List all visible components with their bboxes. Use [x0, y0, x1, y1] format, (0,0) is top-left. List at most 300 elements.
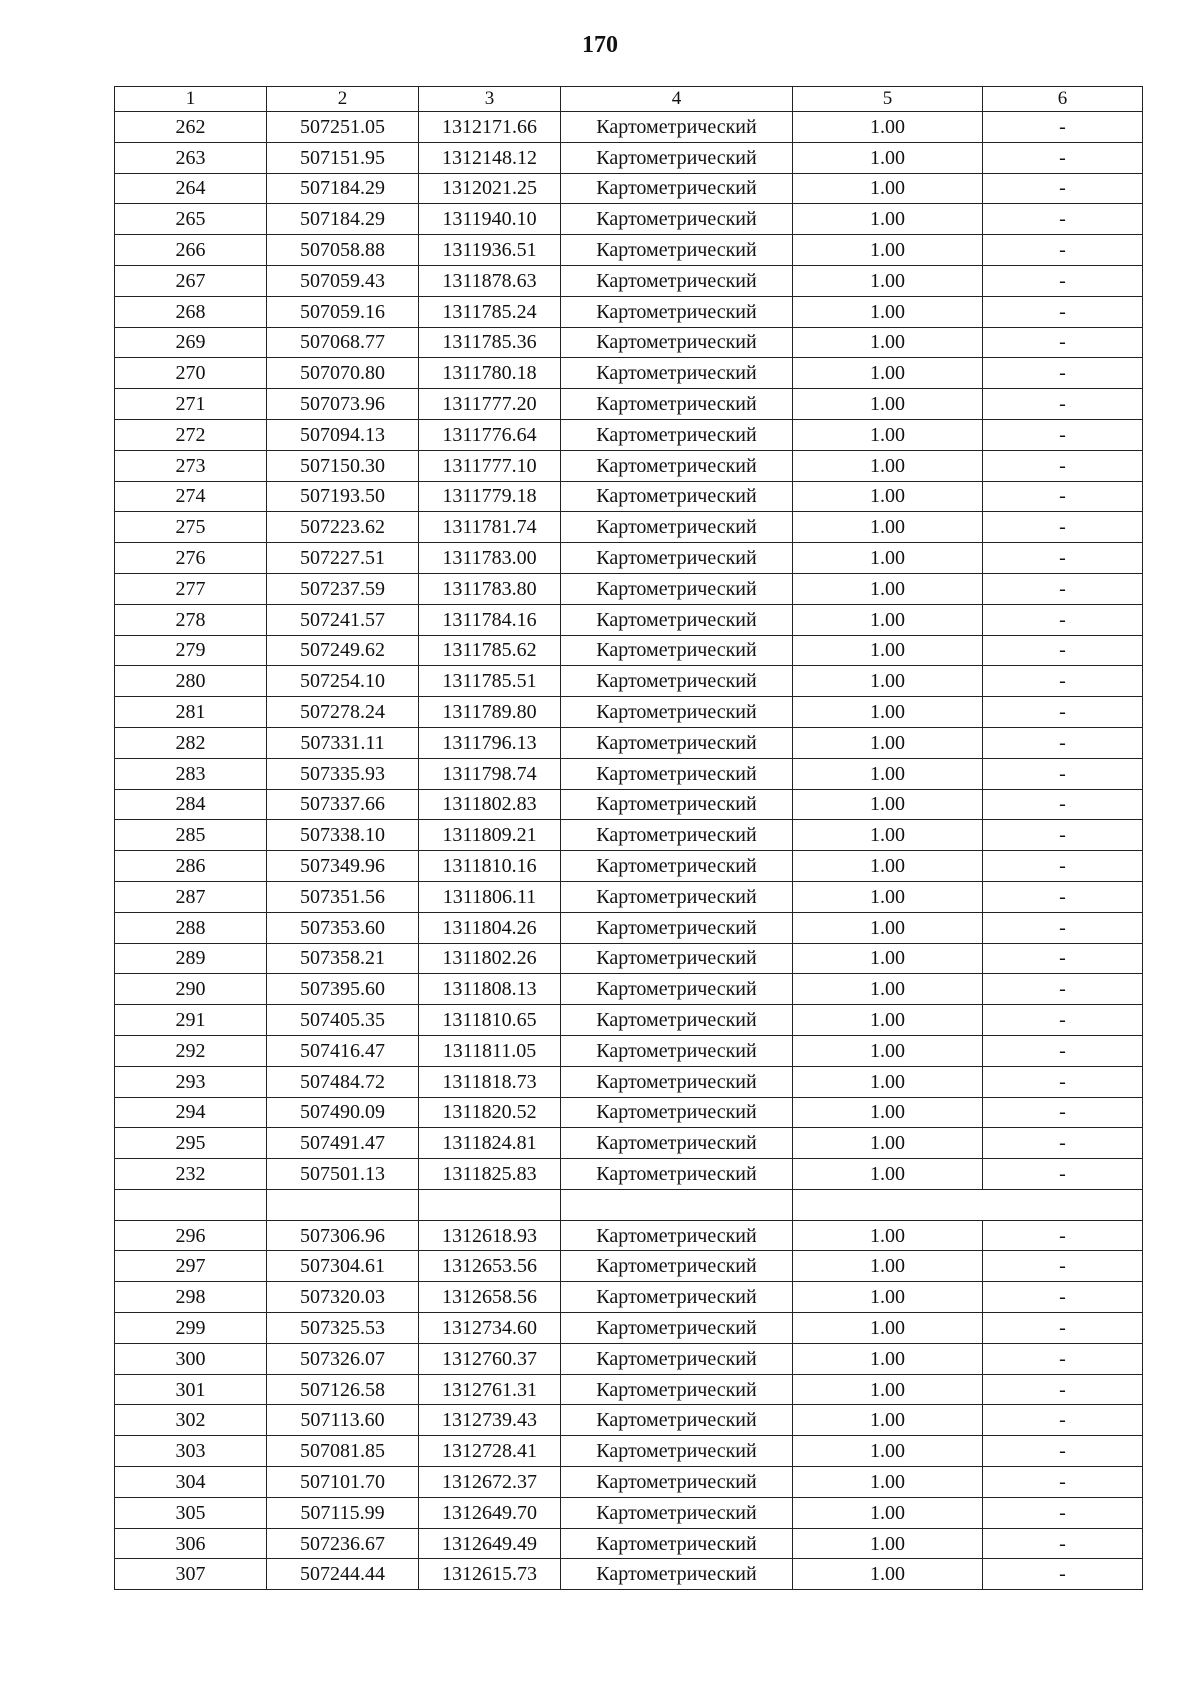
- method-cell: Картометрический: [561, 1436, 793, 1467]
- accuracy-cell: 1.00: [793, 573, 983, 604]
- y-coordinate-cell: 1311811.05: [419, 1035, 561, 1066]
- table-row: [115, 974, 1143, 1005]
- point-number-cell: 232: [115, 1159, 267, 1190]
- y-coordinate-cell: 1311818.73: [419, 1066, 561, 1097]
- y-coordinate-cell: 1312734.60: [419, 1313, 561, 1344]
- accuracy-cell: 1.00: [793, 142, 983, 173]
- table-row: [115, 450, 1143, 481]
- accuracy-cell: 1.00: [793, 758, 983, 789]
- point-number-cell: 262: [115, 112, 267, 143]
- table-row: [115, 697, 1143, 728]
- table-row: [115, 265, 1143, 296]
- note-cell: -: [983, 1405, 1143, 1436]
- point-number-cell: 275: [115, 512, 267, 543]
- accuracy-cell: 1.00: [793, 1066, 983, 1097]
- x-coordinate-cell: 507073.96: [267, 389, 419, 420]
- table-row: [115, 358, 1143, 389]
- x-coordinate-cell: 507101.70: [267, 1467, 419, 1498]
- table-row: [115, 1005, 1143, 1036]
- method-cell: Картометрический: [561, 1467, 793, 1498]
- separator-cell: [793, 1189, 1143, 1220]
- x-coordinate-cell: 507349.96: [267, 851, 419, 882]
- note-cell: -: [983, 573, 1143, 604]
- y-coordinate-cell: 1311785.24: [419, 296, 561, 327]
- table-row: [115, 820, 1143, 851]
- table-row: [115, 1343, 1143, 1374]
- table-row: [115, 1467, 1143, 1498]
- accuracy-cell: 1.00: [793, 1343, 983, 1374]
- method-cell: Картометрический: [561, 1251, 793, 1282]
- column-header-5: 5: [793, 87, 983, 112]
- table-row: [115, 573, 1143, 604]
- method-cell: Картометрический: [561, 265, 793, 296]
- accuracy-cell: 1.00: [793, 697, 983, 728]
- separator-cell: [267, 1189, 419, 1220]
- table-row: [115, 112, 1143, 143]
- point-number-cell: 300: [115, 1343, 267, 1374]
- table-row: [115, 1251, 1143, 1282]
- method-cell: Картометрический: [561, 1343, 793, 1374]
- point-number-cell: 269: [115, 327, 267, 358]
- y-coordinate-cell: 1312148.12: [419, 142, 561, 173]
- table-row: [115, 789, 1143, 820]
- accuracy-cell: 1.00: [793, 820, 983, 851]
- accuracy-cell: 1.00: [793, 1251, 983, 1282]
- y-coordinate-cell: 1311810.16: [419, 851, 561, 882]
- table-row: [115, 1313, 1143, 1344]
- method-cell: Картометрический: [561, 327, 793, 358]
- x-coordinate-cell: 507059.43: [267, 265, 419, 296]
- method-cell: Картометрический: [561, 851, 793, 882]
- method-cell: Картометрический: [561, 635, 793, 666]
- y-coordinate-cell: 1311796.13: [419, 727, 561, 758]
- note-cell: -: [983, 912, 1143, 943]
- table-row: [115, 142, 1143, 173]
- accuracy-cell: 1.00: [793, 173, 983, 204]
- y-coordinate-cell: 1311936.51: [419, 235, 561, 266]
- method-cell: Картометрический: [561, 389, 793, 420]
- accuracy-cell: 1.00: [793, 1559, 983, 1590]
- note-cell: -: [983, 1035, 1143, 1066]
- note-cell: -: [983, 635, 1143, 666]
- point-number-cell: 272: [115, 419, 267, 450]
- x-coordinate-cell: 507337.66: [267, 789, 419, 820]
- x-coordinate-cell: 507094.13: [267, 419, 419, 450]
- method-cell: Картометрический: [561, 1282, 793, 1313]
- y-coordinate-cell: 1311825.83: [419, 1159, 561, 1190]
- method-cell: Картометрический: [561, 1497, 793, 1528]
- y-coordinate-cell: 1311785.62: [419, 635, 561, 666]
- method-cell: Картометрический: [561, 1405, 793, 1436]
- method-cell: Картометрический: [561, 173, 793, 204]
- note-cell: -: [983, 789, 1143, 820]
- point-number-cell: 277: [115, 573, 267, 604]
- accuracy-cell: 1.00: [793, 235, 983, 266]
- accuracy-cell: 1.00: [793, 604, 983, 635]
- point-number-cell: 291: [115, 1005, 267, 1036]
- method-cell: Картометрический: [561, 912, 793, 943]
- x-coordinate-cell: 507236.67: [267, 1528, 419, 1559]
- x-coordinate-cell: 507227.51: [267, 543, 419, 574]
- point-number-cell: 304: [115, 1467, 267, 1498]
- accuracy-cell: 1.00: [793, 481, 983, 512]
- accuracy-cell: 1.00: [793, 512, 983, 543]
- x-coordinate-cell: 507193.50: [267, 481, 419, 512]
- note-cell: -: [983, 1128, 1143, 1159]
- y-coordinate-cell: 1311806.11: [419, 881, 561, 912]
- note-cell: -: [983, 112, 1143, 143]
- y-coordinate-cell: 1312021.25: [419, 173, 561, 204]
- note-cell: -: [983, 450, 1143, 481]
- table-row: [115, 1374, 1143, 1405]
- point-number-cell: 302: [115, 1405, 267, 1436]
- point-number-cell: 289: [115, 943, 267, 974]
- separator-cell: [561, 1189, 793, 1220]
- method-cell: Картометрический: [561, 697, 793, 728]
- method-cell: Картометрический: [561, 573, 793, 604]
- x-coordinate-cell: 507351.56: [267, 881, 419, 912]
- x-coordinate-cell: 507059.16: [267, 296, 419, 327]
- y-coordinate-cell: 1311779.18: [419, 481, 561, 512]
- accuracy-cell: 1.00: [793, 943, 983, 974]
- table-row: [115, 912, 1143, 943]
- table-row: [115, 635, 1143, 666]
- x-coordinate-cell: 507490.09: [267, 1097, 419, 1128]
- y-coordinate-cell: 1312618.93: [419, 1220, 561, 1251]
- y-coordinate-cell: 1311777.20: [419, 389, 561, 420]
- table-row: [115, 327, 1143, 358]
- y-coordinate-cell: 1311777.10: [419, 450, 561, 481]
- table-row: [115, 543, 1143, 574]
- note-cell: -: [983, 1097, 1143, 1128]
- y-coordinate-cell: 1312649.49: [419, 1528, 561, 1559]
- y-coordinate-cell: 1312615.73: [419, 1559, 561, 1590]
- y-coordinate-cell: 1312649.70: [419, 1497, 561, 1528]
- table-row: [115, 1220, 1143, 1251]
- table-row: [115, 235, 1143, 266]
- y-coordinate-cell: 1311802.26: [419, 943, 561, 974]
- table-row: [115, 204, 1143, 235]
- point-number-cell: 274: [115, 481, 267, 512]
- accuracy-cell: 1.00: [793, 204, 983, 235]
- note-cell: -: [983, 481, 1143, 512]
- point-number-cell: 278: [115, 604, 267, 635]
- y-coordinate-cell: 1311789.80: [419, 697, 561, 728]
- point-number-cell: 263: [115, 142, 267, 173]
- point-number-cell: 273: [115, 450, 267, 481]
- note-cell: -: [983, 758, 1143, 789]
- accuracy-cell: 1.00: [793, 635, 983, 666]
- y-coordinate-cell: 1311940.10: [419, 204, 561, 235]
- accuracy-cell: 1.00: [793, 666, 983, 697]
- coordinates-table: [114, 86, 1143, 1590]
- point-number-cell: 282: [115, 727, 267, 758]
- method-cell: Картометрический: [561, 881, 793, 912]
- y-coordinate-cell: 1311776.64: [419, 419, 561, 450]
- method-cell: Картометрический: [561, 450, 793, 481]
- method-cell: Картометрический: [561, 1159, 793, 1190]
- accuracy-cell: 1.00: [793, 543, 983, 574]
- x-coordinate-cell: 507126.58: [267, 1374, 419, 1405]
- table-row: [115, 851, 1143, 882]
- accuracy-cell: 1.00: [793, 327, 983, 358]
- point-number-cell: 279: [115, 635, 267, 666]
- accuracy-cell: 1.00: [793, 419, 983, 450]
- table-row: [115, 296, 1143, 327]
- point-number-cell: 264: [115, 173, 267, 204]
- y-coordinate-cell: 1311820.52: [419, 1097, 561, 1128]
- table-row: [115, 481, 1143, 512]
- accuracy-cell: 1.00: [793, 265, 983, 296]
- y-coordinate-cell: 1311783.00: [419, 543, 561, 574]
- x-coordinate-cell: 507484.72: [267, 1066, 419, 1097]
- note-cell: -: [983, 389, 1143, 420]
- y-coordinate-cell: 1311781.74: [419, 512, 561, 543]
- method-cell: Картометрический: [561, 1066, 793, 1097]
- table-row: [115, 1282, 1143, 1313]
- y-coordinate-cell: 1311808.13: [419, 974, 561, 1005]
- x-coordinate-cell: 507395.60: [267, 974, 419, 1005]
- method-cell: Картометрический: [561, 358, 793, 389]
- table-row: [115, 173, 1143, 204]
- y-coordinate-cell: 1311785.51: [419, 666, 561, 697]
- point-number-cell: 294: [115, 1097, 267, 1128]
- method-cell: Картометрический: [561, 974, 793, 1005]
- header-row: [115, 87, 1143, 112]
- y-coordinate-cell: 1311798.74: [419, 758, 561, 789]
- y-coordinate-cell: 1312672.37: [419, 1467, 561, 1498]
- point-number-cell: 307: [115, 1559, 267, 1590]
- accuracy-cell: 1.00: [793, 296, 983, 327]
- x-coordinate-cell: 507306.96: [267, 1220, 419, 1251]
- x-coordinate-cell: 507068.77: [267, 327, 419, 358]
- y-coordinate-cell: 1311809.21: [419, 820, 561, 851]
- method-cell: Картометрический: [561, 112, 793, 143]
- note-cell: -: [983, 142, 1143, 173]
- accuracy-cell: 1.00: [793, 727, 983, 758]
- method-cell: Картометрический: [561, 1374, 793, 1405]
- note-cell: -: [983, 974, 1143, 1005]
- point-number-cell: 297: [115, 1251, 267, 1282]
- note-cell: -: [983, 943, 1143, 974]
- method-cell: Картометрический: [561, 1005, 793, 1036]
- method-cell: Картометрический: [561, 1035, 793, 1066]
- point-number-cell: 293: [115, 1066, 267, 1097]
- note-cell: -: [983, 604, 1143, 635]
- x-coordinate-cell: 507338.10: [267, 820, 419, 851]
- accuracy-cell: 1.00: [793, 1035, 983, 1066]
- note-cell: -: [983, 1282, 1143, 1313]
- separator-cell: [115, 1189, 267, 1220]
- note-cell: -: [983, 1528, 1143, 1559]
- note-cell: -: [983, 881, 1143, 912]
- note-cell: -: [983, 820, 1143, 851]
- table-row: [115, 419, 1143, 450]
- method-cell: Картометрический: [561, 419, 793, 450]
- table-row: [115, 1159, 1143, 1190]
- y-coordinate-cell: 1312658.56: [419, 1282, 561, 1313]
- x-coordinate-cell: 507278.24: [267, 697, 419, 728]
- accuracy-cell: 1.00: [793, 1436, 983, 1467]
- method-cell: Картометрический: [561, 727, 793, 758]
- point-number-cell: 296: [115, 1220, 267, 1251]
- separator-cell: [419, 1189, 561, 1220]
- point-number-cell: 280: [115, 666, 267, 697]
- column-header-2: 2: [267, 87, 419, 112]
- point-number-cell: 290: [115, 974, 267, 1005]
- point-number-cell: 305: [115, 1497, 267, 1528]
- y-coordinate-cell: 1311784.16: [419, 604, 561, 635]
- x-coordinate-cell: 507353.60: [267, 912, 419, 943]
- table-row: [115, 727, 1143, 758]
- x-coordinate-cell: 507254.10: [267, 666, 419, 697]
- x-coordinate-cell: 507416.47: [267, 1035, 419, 1066]
- point-number-cell: 299: [115, 1313, 267, 1344]
- note-cell: -: [983, 358, 1143, 389]
- method-cell: Картометрический: [561, 1559, 793, 1590]
- x-coordinate-cell: 507304.61: [267, 1251, 419, 1282]
- note-cell: -: [983, 204, 1143, 235]
- x-coordinate-cell: 507405.35: [267, 1005, 419, 1036]
- y-coordinate-cell: 1312171.66: [419, 112, 561, 143]
- point-number-cell: 286: [115, 851, 267, 882]
- table-row: [115, 389, 1143, 420]
- column-header-6: 6: [983, 87, 1143, 112]
- note-cell: -: [983, 543, 1143, 574]
- x-coordinate-cell: 507081.85: [267, 1436, 419, 1467]
- table-row: [115, 604, 1143, 635]
- point-number-cell: 268: [115, 296, 267, 327]
- point-number-cell: 285: [115, 820, 267, 851]
- note-cell: -: [983, 1559, 1143, 1590]
- accuracy-cell: 1.00: [793, 1005, 983, 1036]
- point-number-cell: 281: [115, 697, 267, 728]
- accuracy-cell: 1.00: [793, 1128, 983, 1159]
- point-number-cell: 271: [115, 389, 267, 420]
- x-coordinate-cell: 507320.03: [267, 1282, 419, 1313]
- note-cell: -: [983, 173, 1143, 204]
- table-row: [115, 758, 1143, 789]
- y-coordinate-cell: 1311810.65: [419, 1005, 561, 1036]
- method-cell: Картометрический: [561, 296, 793, 327]
- table-row: [115, 1559, 1143, 1590]
- point-number-cell: 267: [115, 265, 267, 296]
- note-cell: -: [983, 1005, 1143, 1036]
- point-number-cell: 306: [115, 1528, 267, 1559]
- method-cell: Картометрический: [561, 1128, 793, 1159]
- method-cell: Картометрический: [561, 666, 793, 697]
- method-cell: Картометрический: [561, 789, 793, 820]
- table-row: [115, 1436, 1143, 1467]
- method-cell: Картометрический: [561, 1097, 793, 1128]
- point-number-cell: 303: [115, 1436, 267, 1467]
- y-coordinate-cell: 1311783.80: [419, 573, 561, 604]
- y-coordinate-cell: 1311804.26: [419, 912, 561, 943]
- note-cell: -: [983, 1436, 1143, 1467]
- method-cell: Картометрический: [561, 820, 793, 851]
- x-coordinate-cell: 507151.95: [267, 142, 419, 173]
- x-coordinate-cell: 507251.05: [267, 112, 419, 143]
- x-coordinate-cell: 507491.47: [267, 1128, 419, 1159]
- x-coordinate-cell: 507237.59: [267, 573, 419, 604]
- accuracy-cell: 1.00: [793, 912, 983, 943]
- accuracy-cell: 1.00: [793, 1313, 983, 1344]
- note-cell: -: [983, 1343, 1143, 1374]
- point-number-cell: 295: [115, 1128, 267, 1159]
- point-number-cell: 284: [115, 789, 267, 820]
- accuracy-cell: 1.00: [793, 881, 983, 912]
- x-coordinate-cell: 507058.88: [267, 235, 419, 266]
- table-row: [115, 666, 1143, 697]
- x-coordinate-cell: 507325.53: [267, 1313, 419, 1344]
- y-coordinate-cell: 1312728.41: [419, 1436, 561, 1467]
- column-header-1: 1: [115, 87, 267, 112]
- point-number-cell: 287: [115, 881, 267, 912]
- accuracy-cell: 1.00: [793, 1528, 983, 1559]
- table-row: [115, 943, 1143, 974]
- x-coordinate-cell: 507358.21: [267, 943, 419, 974]
- table-row: [115, 1035, 1143, 1066]
- x-coordinate-cell: 507184.29: [267, 173, 419, 204]
- note-cell: -: [983, 1497, 1143, 1528]
- note-cell: -: [983, 265, 1143, 296]
- accuracy-cell: 1.00: [793, 1282, 983, 1313]
- note-cell: -: [983, 235, 1143, 266]
- table-row: [115, 512, 1143, 543]
- accuracy-cell: 1.00: [793, 1497, 983, 1528]
- accuracy-cell: 1.00: [793, 1097, 983, 1128]
- point-number-cell: 270: [115, 358, 267, 389]
- table-row: [115, 1528, 1143, 1559]
- note-cell: -: [983, 1467, 1143, 1498]
- x-coordinate-cell: 507326.07: [267, 1343, 419, 1374]
- note-cell: -: [983, 851, 1143, 882]
- point-number-cell: 288: [115, 912, 267, 943]
- y-coordinate-cell: 1311878.63: [419, 265, 561, 296]
- accuracy-cell: 1.00: [793, 851, 983, 882]
- x-coordinate-cell: 507070.80: [267, 358, 419, 389]
- table-header: [115, 87, 1143, 112]
- table-row: [115, 1497, 1143, 1528]
- accuracy-cell: 1.00: [793, 1405, 983, 1436]
- x-coordinate-cell: 507223.62: [267, 512, 419, 543]
- accuracy-cell: 1.00: [793, 1220, 983, 1251]
- table-row: [115, 881, 1143, 912]
- point-number-cell: 276: [115, 543, 267, 574]
- table-body-block-1: [115, 112, 1143, 1190]
- y-coordinate-cell: 1311802.83: [419, 789, 561, 820]
- accuracy-cell: 1.00: [793, 450, 983, 481]
- method-cell: Картометрический: [561, 1528, 793, 1559]
- table-row: [115, 1405, 1143, 1436]
- x-coordinate-cell: 507241.57: [267, 604, 419, 635]
- note-cell: -: [983, 1313, 1143, 1344]
- table-row: [115, 1066, 1143, 1097]
- x-coordinate-cell: 507249.62: [267, 635, 419, 666]
- note-cell: -: [983, 697, 1143, 728]
- method-cell: Картометрический: [561, 204, 793, 235]
- note-cell: -: [983, 296, 1143, 327]
- x-coordinate-cell: 507150.30: [267, 450, 419, 481]
- note-cell: -: [983, 1066, 1143, 1097]
- accuracy-cell: 1.00: [793, 112, 983, 143]
- column-header-4: 4: [561, 87, 793, 112]
- x-coordinate-cell: 507335.93: [267, 758, 419, 789]
- method-cell: Картометрический: [561, 604, 793, 635]
- point-number-cell: 301: [115, 1374, 267, 1405]
- y-coordinate-cell: 1312760.37: [419, 1343, 561, 1374]
- note-cell: -: [983, 1220, 1143, 1251]
